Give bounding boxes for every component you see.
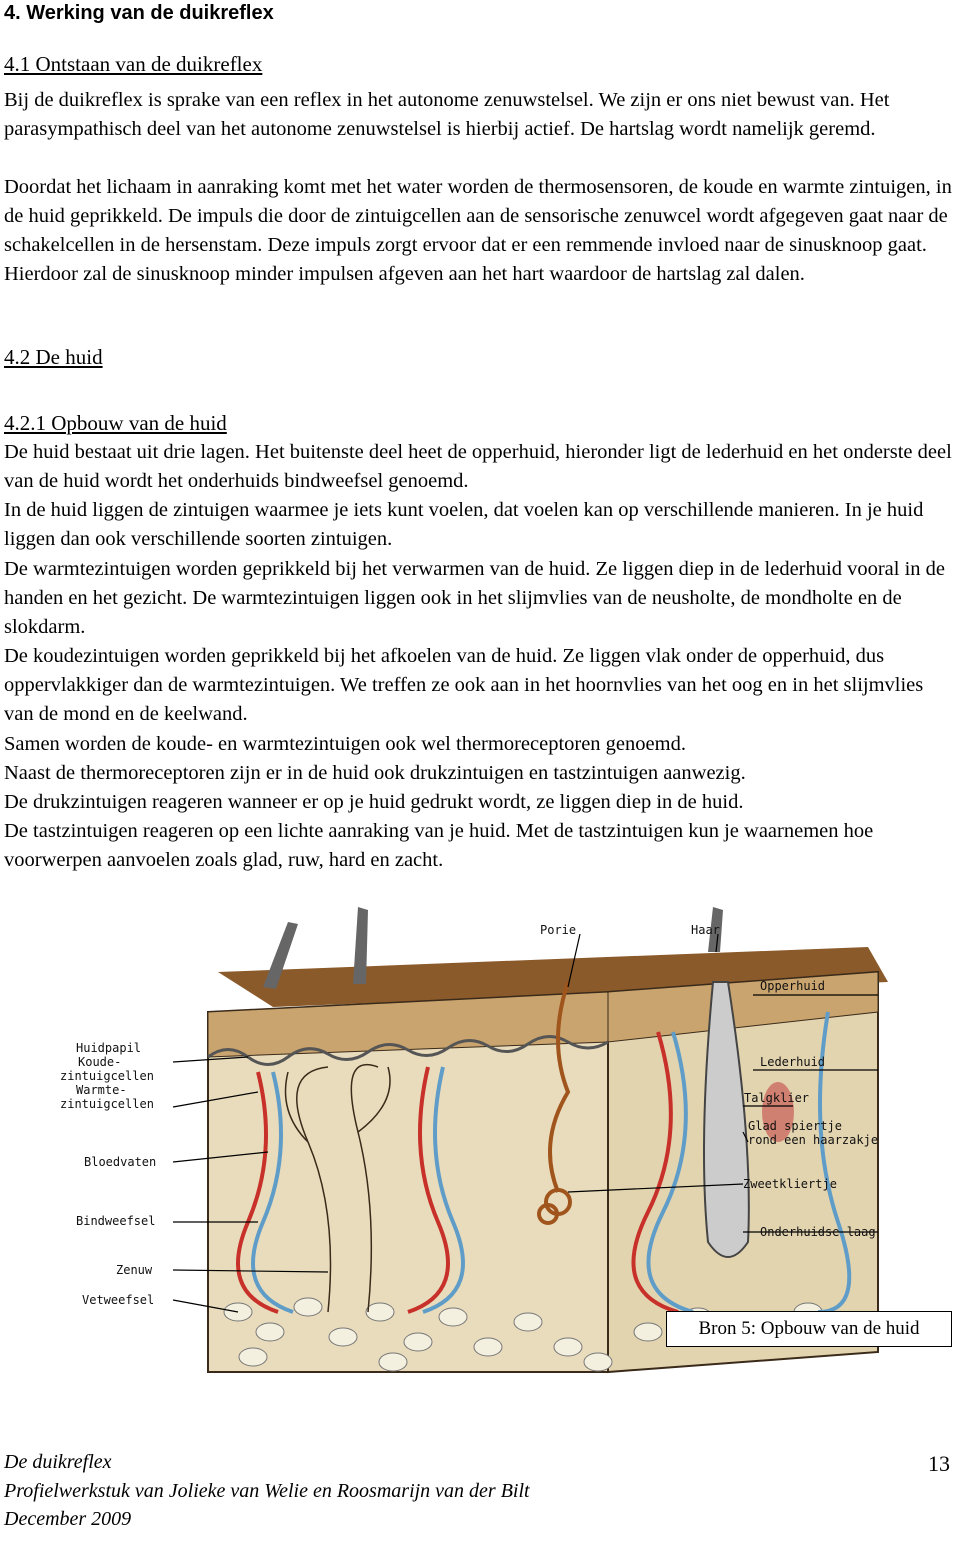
figure-caption: Bron 5: Opbouw van de huid [666, 1311, 952, 1347]
label-lederhuid: Lederhuid [760, 1055, 826, 1069]
paragraph: De tastzintuigen reageren op een lichte aanraking van je huid. Met de tastzintuigen kun je waarnemen hoe voorwerpen aanvoelen zoals glad, ruw, hard en zacht. [4, 820, 874, 871]
paragraph: Doordat het lichaam in aanraking komt met het water worden de thermosensoren, de koude en warmte zintuigen, in de huid geprikkeld. De impuls die door de zintuigcellen aan de sensorische zenuwcel wordt afgegeven gaat naar de schakelcellen in de hersenstam. Deze impuls zorgt ervoor dat er een remmende invloed naar de sinusknoop gaat. Hierdoor zal de sinusknoop minder impulsen afgeven aan het hart waardoor de hartslag zal dalen. [4, 176, 952, 285]
label-spier-2: rond een haarzakje [748, 1133, 879, 1147]
chapter-heading: 4. Werking van de duikreflex [4, 2, 274, 24]
label-zenuw: Zenuw [116, 1263, 153, 1277]
hair-2 [353, 907, 368, 984]
label-talgklier: Talgklier [744, 1091, 810, 1105]
label-onderhuidse-laag: Onderhuidse laag [760, 1225, 876, 1239]
page-number: 13 [928, 1451, 950, 1476]
label-bindweefsel: Bindweefsel [76, 1214, 156, 1228]
label-bloedvaten: Bloedvaten [84, 1155, 157, 1169]
page-footer [4, 1448, 530, 1534]
footer-authors: Profielwerkstuk van Jolieke van Welie en Roosmarijn van der Bilt [4, 1479, 530, 1502]
footer-title: De duikreflex [4, 1451, 112, 1473]
section-title-4-2: 4.2 De huid [4, 345, 103, 369]
label-porie: Porie [540, 923, 577, 937]
paragraph: Samen worden de koude- en warmtezintuigen ook wel thermoreceptoren genoemd. [4, 733, 686, 755]
label-zweetkliertje: Zweetkliertje [743, 1177, 837, 1191]
paragraph: De huid bestaat uit drie lagen. Het buitenste deel heet de opperhuid, hieronder ligt de lederhuid en het onderste deel van de huid wordt het onderhuids bindweefsel genoemd. [4, 441, 952, 492]
label-opperhuid: Opperhuid [760, 979, 826, 993]
label-huidpapil: Huidpapil [76, 1041, 142, 1055]
label-vetweefsel: Vetweefsel [82, 1293, 155, 1307]
paragraph: De koudezintuigen worden geprikkeld bij het afkoelen van de huid. Ze liggen vlak onder de opperhuid, dus oppervlakkiger dan de warmtezintuigen. We treffen ze ook aan in het hoornvlies van het oog en in het slijmvlies van de mond en de keelwand. [4, 645, 924, 725]
paragraph: De drukzintuigen reageren wanneer er op je huid gedrukt wordt, ze liggen diep in de huid. [4, 791, 744, 813]
paragraph: Bij de duikreflex is sprake van een reflex in het autonome zenuwstelsel. We zijn er ons niet bewust van. Het parasympathisch deel van het autonome zenuwstelsel is hierbij actief. De hartslag wordt namelijk geremd. [4, 89, 890, 140]
paragraph: Naast de thermoreceptoren zijn er in de huid ook drukzintuigen en tastzintuigen aanwezig. [4, 762, 746, 784]
label-haar: Haar [691, 923, 720, 937]
section-title-4-1: 4.1 Ontstaan van de duikreflex [4, 52, 263, 76]
label-spier-1: Glad spiertje [748, 1119, 842, 1133]
paragraph: De warmtezintuigen worden geprikkeld bij het verwarmen van de huid. Ze liggen diep in de lederhuid vooral in de handen en het gezicht. De warmtezintuigen liggen ook in het slijmvlies van de neusholte, de mondholte en de slokdarm. [4, 558, 945, 638]
section-title-4-2-1: 4.2.1 Opbouw van de huid [4, 411, 227, 435]
label-warmte-2: zintuigcellen [60, 1097, 154, 1111]
label-koude-1: Koude- [78, 1055, 122, 1069]
label-koude-2: zintuigcellen [60, 1069, 154, 1083]
paragraph: In de huid liggen de zintuigen waarmee je iets kunt voelen, dat voelen kan op verschillende manieren. In je huid liggen dan ook verschillende soorten zintuigen. [4, 499, 924, 550]
label-warmte-1: Warmte- [76, 1083, 127, 1097]
footer-date: December 2009 [4, 1508, 132, 1530]
